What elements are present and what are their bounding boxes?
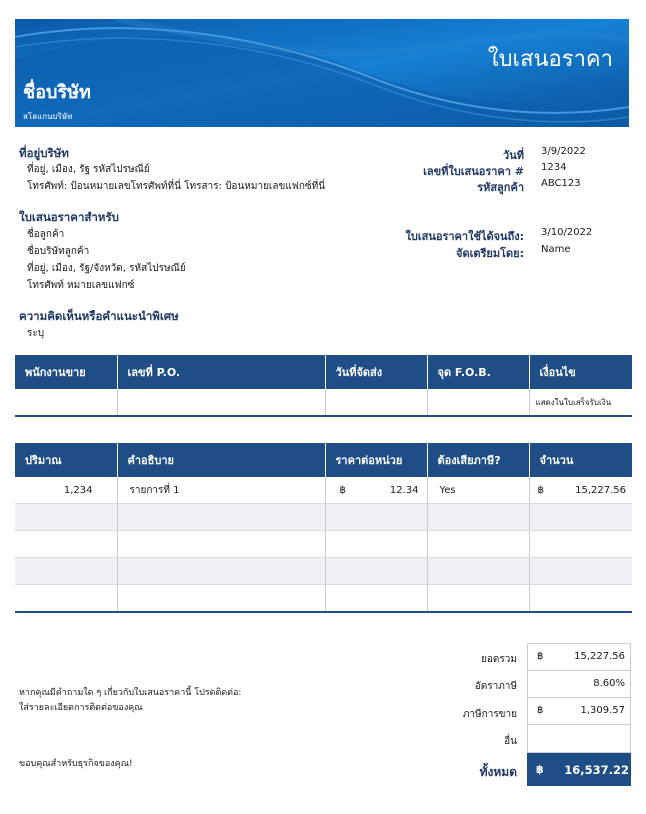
- taxable-cell[interactable]: [427, 531, 529, 558]
- taxable-cell[interactable]: Yes: [427, 477, 529, 504]
- unit-price-cell[interactable]: [325, 504, 427, 531]
- header-taxable: ต้องเสียภาษี?: [427, 443, 529, 477]
- quote-number-value: 1234: [541, 162, 567, 173]
- subtotal-value: 15,227.56: [574, 651, 625, 662]
- customer-address: ที่อยู่, เมือง, รัฐ/จังหวัด, รหัสไปรษณีย์: [27, 263, 186, 274]
- currency-symbol: ฿: [537, 651, 544, 662]
- qty-cell[interactable]: [15, 504, 117, 531]
- total-label: ทั้งหมด: [479, 765, 517, 779]
- currency-symbol: ฿: [339, 484, 346, 496]
- prepared-by-label: จัดเตรียมโดย:: [456, 247, 524, 260]
- amount-cell[interactable]: [529, 531, 632, 558]
- customer-name: ชื่อลูกค้า: [27, 229, 65, 240]
- comments-text: ระบุ: [27, 328, 45, 339]
- total-value: 16,537.22: [564, 763, 629, 777]
- unit-price-cell[interactable]: [325, 585, 427, 613]
- fob-point-cell[interactable]: [427, 389, 529, 416]
- thank-you-note: ขอบคุณสำหรับธุรกิจของคุณ!: [19, 759, 133, 769]
- company-name: ชื่อบริษัท: [23, 82, 91, 103]
- header-amount: จำนวน: [529, 443, 632, 477]
- description-cell[interactable]: [117, 585, 325, 613]
- bill-to-heading: ใบเสนอราคาสำหรับ: [19, 210, 119, 224]
- taxable-cell[interactable]: [427, 585, 529, 613]
- address-heading: ที่อยู่บริษัท: [19, 146, 69, 160]
- customer-company: ชื่อบริษัทลูกค้า: [27, 246, 90, 257]
- valid-until-label: ใบเสนอราคาใช้ได้จนถึง:: [405, 230, 524, 243]
- amount-cell[interactable]: [529, 504, 632, 531]
- comments-heading: ความคิดเห็นหรือคำแนะนำพิเศษ: [19, 309, 179, 323]
- table-row: [15, 531, 632, 558]
- sales-tax-box: [527, 697, 631, 724]
- shipping-header-row: [15, 355, 632, 389]
- sales-tax-label: ภาษีการขาย: [462, 709, 517, 720]
- amount-cell[interactable]: [529, 477, 632, 504]
- salesperson-cell[interactable]: [15, 389, 117, 416]
- tax-rate-label: อัตราภาษี: [474, 681, 517, 692]
- qty-cell[interactable]: [15, 585, 117, 613]
- qty-cell[interactable]: [15, 531, 117, 558]
- qty-cell[interactable]: 1,234: [15, 477, 117, 504]
- currency-symbol: ฿: [537, 705, 544, 716]
- sales-tax-value: 1,309.57: [580, 705, 625, 716]
- amount-value: 15,227.56: [575, 484, 626, 496]
- taxable-cell[interactable]: [427, 558, 529, 585]
- phone-fax-line: โทรศัพท์: ป้อนหมายเลขโทรศัพท์ที่นี่ โทรสาร: ป้อนหมายเลขแฟกซ์ที่นี่: [27, 181, 326, 192]
- description-cell[interactable]: [117, 558, 325, 585]
- table-row: [15, 558, 632, 585]
- tax-rate-value[interactable]: 8.60%: [593, 678, 625, 689]
- other-label: อื่น: [504, 736, 517, 747]
- tax-rate-box: [527, 670, 631, 697]
- po-number-cell[interactable]: [117, 389, 325, 416]
- header-quantity: ปริมาณ: [15, 443, 117, 477]
- items-header-row: [15, 443, 632, 477]
- date-value: 3/9/2022: [541, 146, 586, 157]
- customer-phone: โทรศัพท์ หมายเลขแฟกซ์: [27, 280, 135, 291]
- shipping-table: [15, 355, 632, 417]
- total-box: [527, 753, 631, 786]
- valid-until-value: 3/10/2022: [541, 227, 593, 238]
- header-ship-date: วันที่จัดส่ง: [325, 355, 427, 389]
- taxable-cell[interactable]: [427, 504, 529, 531]
- items-table: [15, 443, 632, 613]
- subtotal-label: ยอดรวม: [481, 654, 517, 665]
- company-slogan: สโลแกนบริษัท: [23, 112, 73, 121]
- header-unit-price: ราคาต่อหน่วย: [325, 443, 427, 477]
- header-terms: เงื่อนไข: [529, 355, 632, 389]
- ship-date-cell[interactable]: [325, 389, 427, 416]
- header-fob-point: จุด F.O.B.: [427, 355, 529, 389]
- unit-price-value: 12.34: [389, 484, 419, 496]
- table-row: [15, 585, 632, 613]
- header-salesperson: พนักงานขาย: [15, 355, 117, 389]
- date-label: วันที่: [503, 149, 524, 162]
- other-box[interactable]: [527, 724, 631, 753]
- currency-symbol: ฿: [536, 763, 544, 776]
- description-cell[interactable]: รายการที่ 1: [117, 477, 325, 504]
- qty-cell[interactable]: [15, 558, 117, 585]
- table-row: [15, 504, 632, 531]
- shipping-row: [15, 389, 632, 416]
- document-title: ใบเสนอราคา: [487, 47, 613, 72]
- prepared-by-value: Name: [541, 244, 571, 255]
- contact-details: ใส่รายละเอียดการติดต่อของคุณ: [19, 703, 143, 713]
- table-row: [15, 477, 632, 504]
- header-po-number: เลขที่ P.O.: [117, 355, 325, 389]
- address-line: ที่อยู่, เมือง, รัฐ รหัสไปรษณีย์: [27, 164, 150, 175]
- unit-price-cell[interactable]: [325, 531, 427, 558]
- description-cell[interactable]: [117, 531, 325, 558]
- customer-id-label: รหัสลูกค้า: [477, 181, 524, 194]
- unit-price-cell[interactable]: [325, 558, 427, 585]
- amount-cell[interactable]: [529, 558, 632, 585]
- quote-number-label: เลขที่ใบเสนอราคา #: [423, 165, 524, 178]
- header-description: คำอธิบาย: [117, 443, 325, 477]
- unit-price-cell[interactable]: [325, 477, 427, 504]
- subtotal-box: [527, 643, 631, 670]
- header-banner: [15, 19, 629, 127]
- customer-id-value: ABC123: [541, 178, 581, 189]
- questions-note: หากคุณมีคำถามใด ๆ เกี่ยวกับใบเสนอราคานี้ โปรดติดต่อ:: [19, 688, 242, 698]
- description-cell[interactable]: [117, 504, 325, 531]
- amount-cell[interactable]: [529, 585, 632, 613]
- currency-symbol: ฿: [537, 484, 544, 496]
- terms-cell[interactable]: แสดงในใบเสร็จรับเงิน: [529, 389, 632, 416]
